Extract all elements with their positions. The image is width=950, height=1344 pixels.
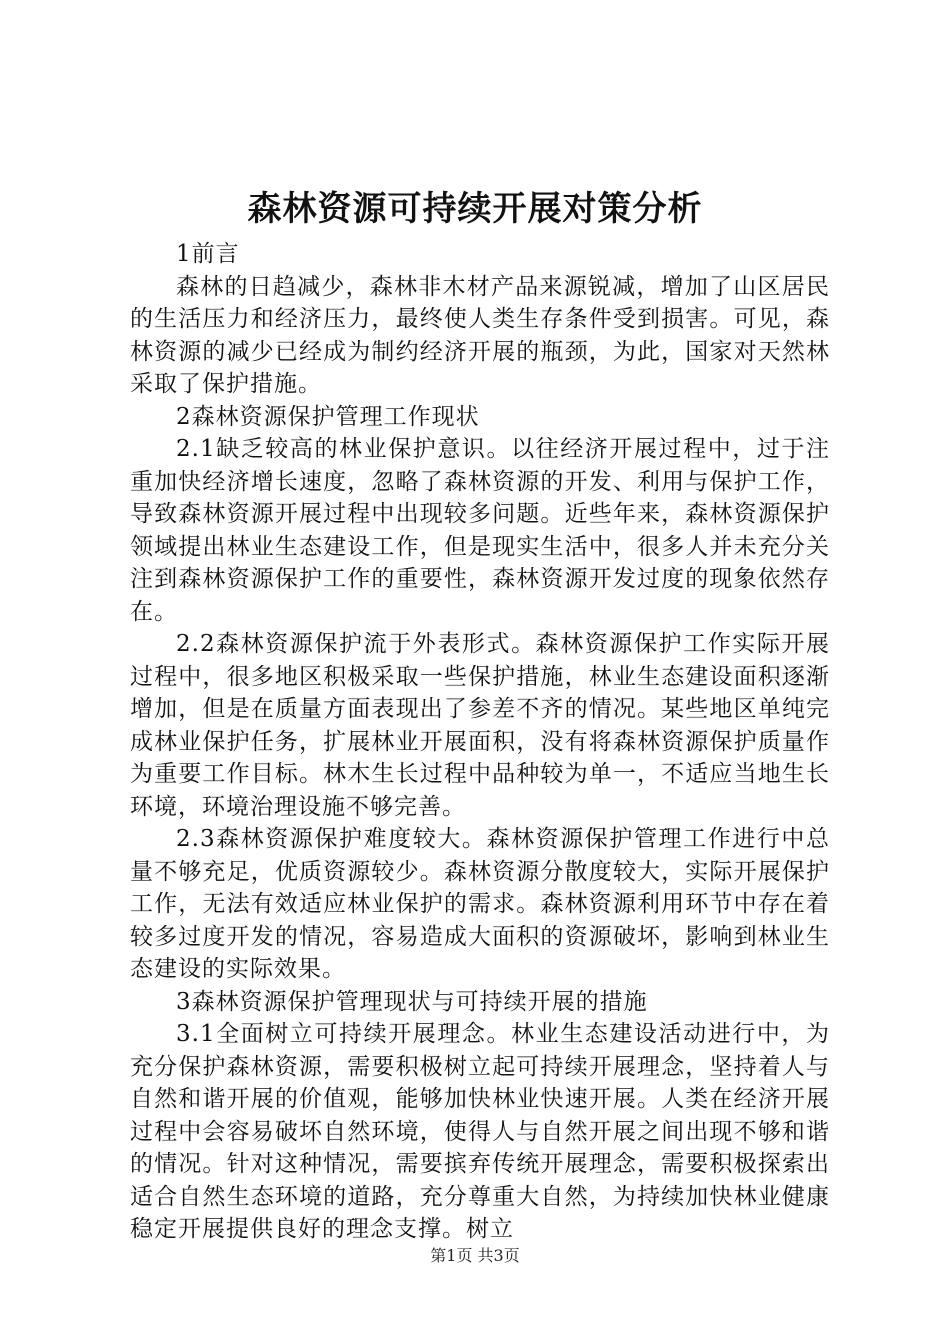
paragraph-2-1: 2.1缺乏较高的林业保护意识。以往经济开展过程中，过于注重加快经济增长速度，忽略了森林资源的开发、利用与保护工作，导致森林资源开展过程中出现较多问题。近些年来，森林资源保护领域提出林业生态建设工作，但是现实生活中，很多人并未充分关注到森林资源保护工作的重要性，森林资源开发过度的现象依然存在。 [130, 436, 830, 625]
document-body [130, 238, 830, 1246]
paragraph-3-1: 3.1全面树立可持续开展理念。林业生态建设活动进行中，为充分保护森林资源，需要积极树立起可持续开展理念，坚持着人与自然和谐开展的价值观，能够加快林业快速开展。人类在经济开展过程中会容易破坏自然环境，使得人与自然开展之间出现不够和谐的情况。针对这种情况，需要摈弃传统开展理念，需要积极探索出适合自然生态环境的道路，充分尊重大自然，为持续加快林业健康稳定开展提供良好的理念支撑。树立 [130, 1021, 830, 1242]
section-heading-status: 2森林资源保护管理工作现状 [176, 403, 480, 430]
paragraph-2-2: 2.2森林资源保护流于外表形式。森林资源保护工作实际开展过程中，很多地区积极采取一些保护措施，林业生态建设面积逐渐增加，但是在质量方面表现出了参差不齐的情况。某些地区单纯完成林业保护任务，扩展林业开展面积，没有将森林资源保护质量作为重要工作目标。林木生长过程中品种较为单一，不适应当地生长环境，环境治理设施不够完善。 [130, 631, 830, 820]
document-title: 森林资源可持续开展对策分析 [247, 189, 703, 229]
paragraph-2-3: 2.3森林资源保护难度较大。森林资源保护管理工作进行中总量不够充足，优质资源较少。森林资源分散度较大，实际开展保护工作，无法有效适应林业保护的需求。森林资源利用环节中存在着较多过度开发的情况，容易造成大面积的资源破坏，影响到林业生态建设的实际效果。 [130, 826, 830, 982]
page-footer: 第1页 共3页 [430, 1246, 520, 1265]
section-heading-intro: 1前言 [176, 241, 240, 267]
paragraph-intro: 森林的日趋减少，森林非木材产品来源锐减，增加了山区居民的生活压力和经济压力，最终使人类生存条件受到损害。可见，森林资源的减少已经成为制约经济开展的瓶颈，为此，国家对天然林采取了保护措施。 [130, 273, 830, 397]
section-heading-measures: 3森林资源保护管理现状与可持续开展的措施 [176, 988, 648, 1015]
